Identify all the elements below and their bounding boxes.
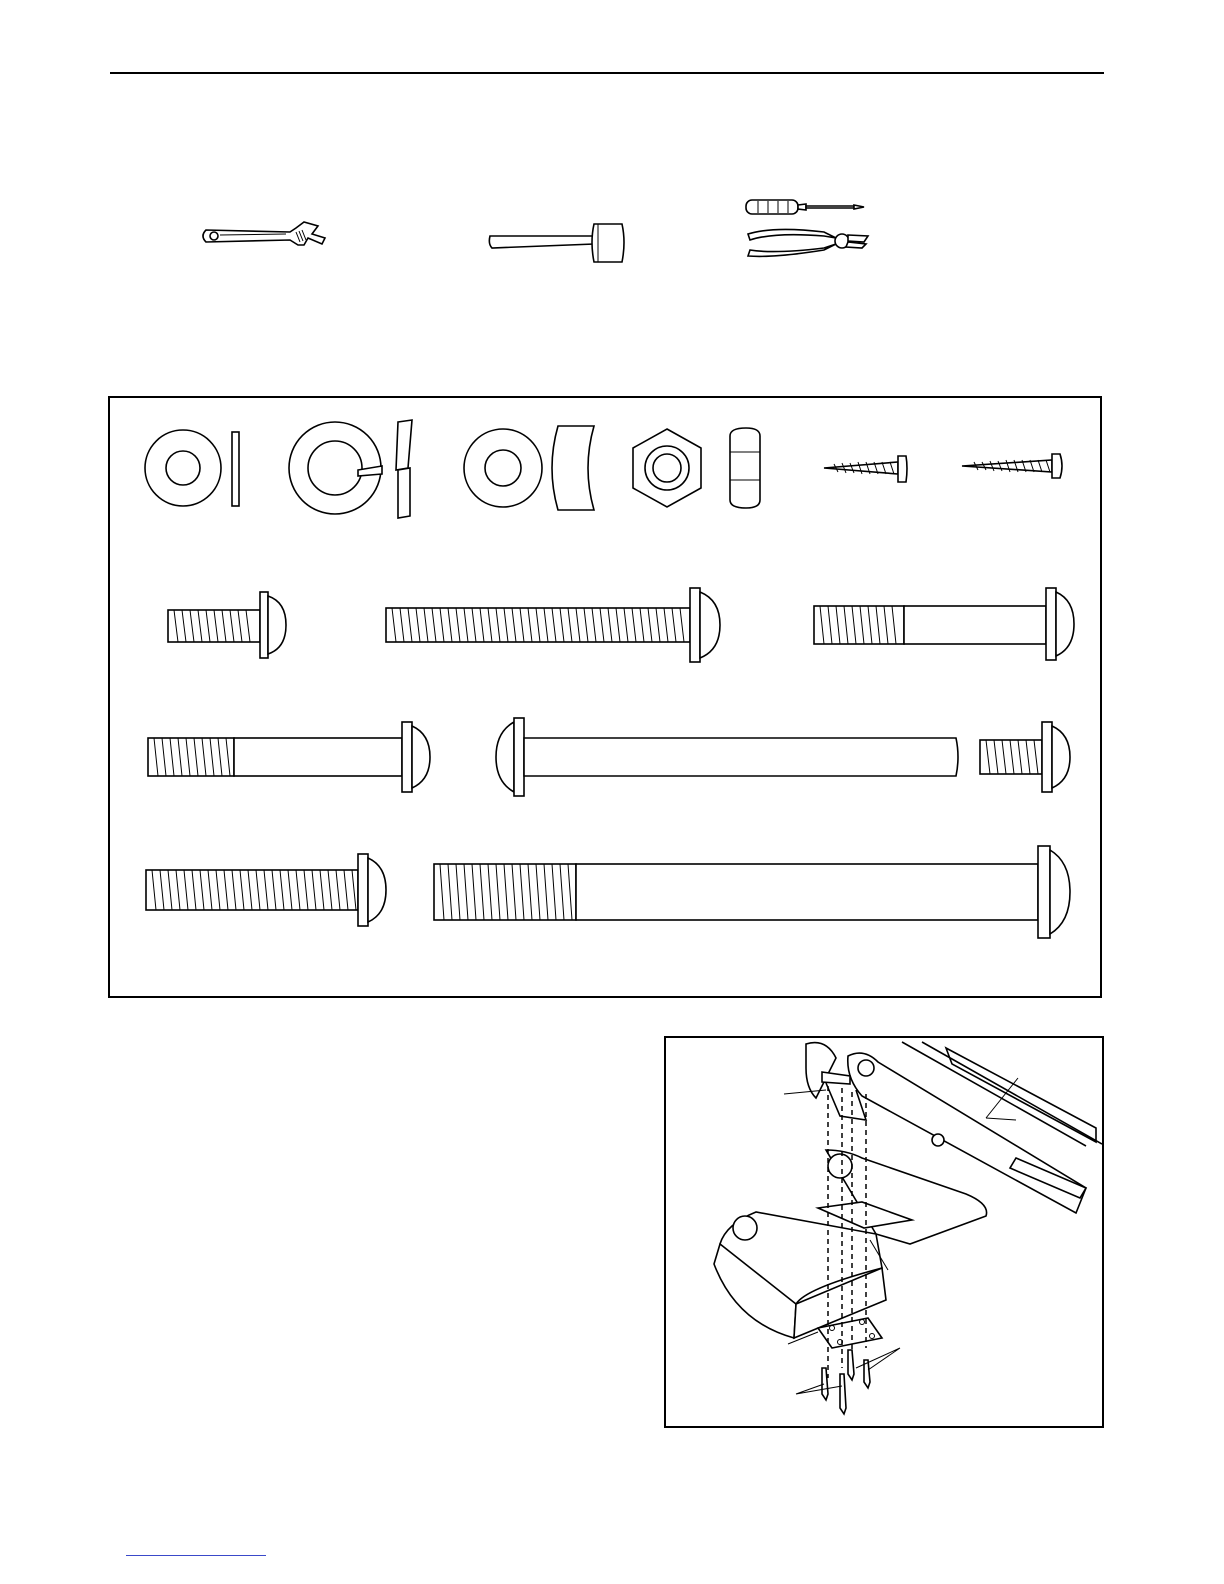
axle-icon xyxy=(496,718,958,796)
shoulder-bolt-icon xyxy=(814,588,1074,660)
adjustable-wrench-icon xyxy=(200,216,330,256)
assembly-figure-panel xyxy=(664,1036,1104,1428)
footer-link-underline[interactable] xyxy=(126,1555,266,1556)
long-threaded-bolt-icon xyxy=(386,588,720,662)
stabilizer-assembly-figure xyxy=(666,1038,1102,1426)
rubber-mallet-icon xyxy=(488,218,628,266)
screw-icon xyxy=(962,454,1062,478)
hardware-illustrations xyxy=(108,396,1102,998)
small-bolt-icon xyxy=(980,722,1070,792)
top-rule xyxy=(110,72,1104,74)
curved-washer-icon xyxy=(464,426,594,510)
long-shoulder-bolt-icon xyxy=(434,846,1070,938)
small-screw-icon xyxy=(824,456,907,482)
screwdriver-icon xyxy=(744,198,868,218)
flat-washer-icon xyxy=(145,430,239,506)
nylon-locknut-icon xyxy=(633,428,760,508)
short-bolt-icon xyxy=(168,592,286,658)
shoulder-bolt-2-icon xyxy=(148,722,430,792)
threaded-bolt-icon xyxy=(146,854,386,926)
split-washer-icon xyxy=(289,420,412,518)
pliers-icon xyxy=(744,222,872,264)
